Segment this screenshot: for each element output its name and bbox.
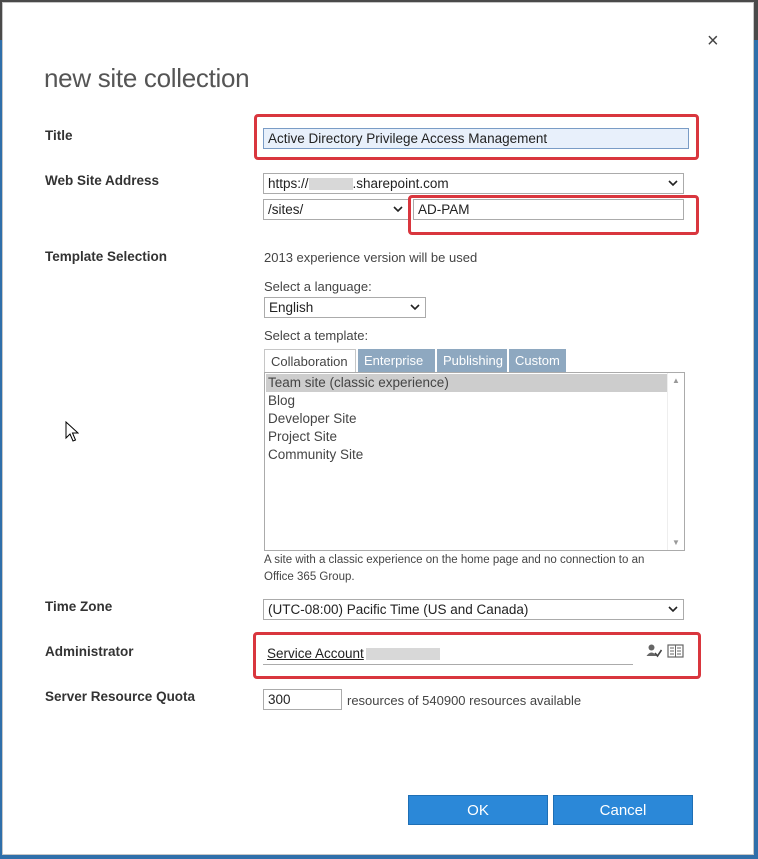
tab-publishing[interactable]: Publishing xyxy=(437,349,507,372)
template-selection-label: Template Selection xyxy=(45,249,168,264)
highlight-url xyxy=(408,195,699,235)
new-site-collection-dialog xyxy=(2,2,754,855)
chevron-down-icon xyxy=(667,177,679,189)
dialog-title: new site collection xyxy=(44,63,250,93)
redacted-tenant xyxy=(309,178,353,190)
scroll-up-icon[interactable]: ▲ xyxy=(672,376,680,385)
path-select-value: /sites/ xyxy=(268,202,304,217)
template-description-line2: Office 365 Group. xyxy=(264,571,355,583)
web-site-address-label: Web Site Address xyxy=(45,173,160,188)
quota-input[interactable]: 300 xyxy=(263,689,342,710)
administrator-value: Service Account xyxy=(267,646,364,661)
tab-collaboration[interactable]: Collaboration xyxy=(264,349,356,372)
scroll-down-icon[interactable]: ▼ xyxy=(672,538,680,547)
path-select[interactable] xyxy=(263,199,409,220)
domain-prefix: https:// xyxy=(268,176,309,191)
tab-enterprise[interactable]: Enterprise xyxy=(358,349,435,372)
listbox-scrollbar[interactable] xyxy=(667,373,684,550)
list-item[interactable]: Community Site xyxy=(268,447,364,462)
list-item[interactable]: Team site (classic experience) xyxy=(266,374,668,392)
title-input[interactable]: Active Directory Privilege Access Management xyxy=(263,128,689,149)
language-value: English xyxy=(269,300,314,315)
ok-button[interactable]: OK xyxy=(408,795,548,825)
administrator-label: Administrator xyxy=(45,644,134,659)
chevron-down-icon xyxy=(409,301,421,313)
site-url-input[interactable]: AD-PAM xyxy=(413,199,684,220)
language-select[interactable] xyxy=(264,297,426,318)
highlight-administrator xyxy=(253,632,701,679)
experience-note: 2013 experience version will be used xyxy=(264,250,478,265)
timezone-select[interactable] xyxy=(263,599,684,620)
close-icon[interactable]: × xyxy=(707,30,719,52)
quota-note: resources of 540900 resources available xyxy=(347,693,582,708)
mouse-cursor-icon xyxy=(65,421,79,443)
time-zone-label: Time Zone xyxy=(45,599,113,614)
highlight-title xyxy=(254,114,699,160)
chevron-down-icon xyxy=(392,203,404,215)
list-item[interactable]: Developer Site xyxy=(268,411,357,426)
language-prompt: Select a language: xyxy=(264,279,372,294)
template-description-line1: A site with a classic experience on the home page and no connection to an xyxy=(264,554,645,566)
template-prompt: Select a template: xyxy=(264,328,369,343)
domain-suffix: .sharepoint.com xyxy=(352,176,449,191)
server-resource-quota-label: Server Resource Quota xyxy=(45,689,196,704)
list-item[interactable]: Blog xyxy=(268,393,296,408)
cancel-button[interactable]: Cancel xyxy=(553,795,693,825)
template-listbox[interactable] xyxy=(264,372,685,551)
domain-select[interactable] xyxy=(263,173,684,194)
tab-custom[interactable]: Custom xyxy=(509,349,566,372)
title-label: Title xyxy=(45,128,73,143)
chevron-down-icon xyxy=(667,603,679,615)
timezone-value: (UTC-08:00) Pacific Time (US and Canada) xyxy=(268,602,529,617)
list-item[interactable]: Project Site xyxy=(268,429,338,444)
